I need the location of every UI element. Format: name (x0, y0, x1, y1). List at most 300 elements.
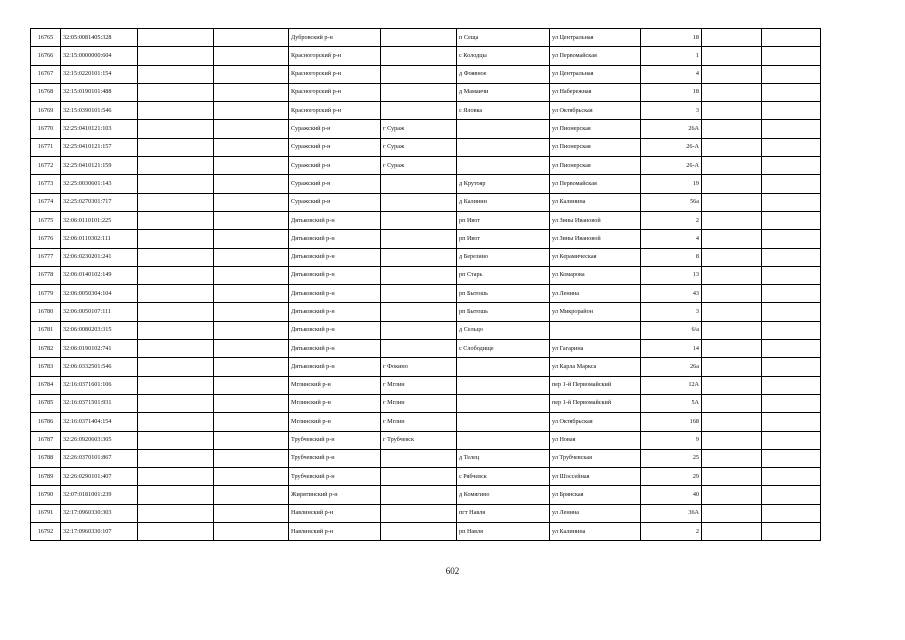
district-cell: Трубчевский р-н (289, 449, 381, 467)
house-number-cell: 2 (641, 211, 702, 229)
record-number-cell: 16789 (31, 468, 61, 486)
empty-cell (214, 504, 289, 522)
house-number-cell: 3 (641, 303, 702, 321)
record-number-cell: 16778 (31, 266, 61, 284)
house-number-cell: 25 (641, 449, 702, 467)
record-number-cell: 16776 (31, 230, 61, 248)
record-number-cell: 16785 (31, 394, 61, 412)
street-cell: ул Ленина (550, 504, 641, 522)
empty-cell (702, 29, 762, 47)
district-cell: Навлинский р-н (289, 504, 381, 522)
empty-cell (214, 211, 289, 229)
table-row (31, 120, 821, 138)
street-cell: ул Гагарина (550, 340, 641, 358)
record-number-cell: 16772 (31, 157, 61, 175)
house-number-cell: 56а (641, 193, 702, 211)
cadastral-number-cell: 32:06:0110101:225 (61, 211, 138, 229)
table-body (31, 29, 821, 541)
record-number-cell: 16770 (31, 120, 61, 138)
table-row (31, 449, 821, 467)
empty-cell (138, 211, 214, 229)
street-cell (550, 321, 641, 339)
record-number-cell: 16783 (31, 358, 61, 376)
empty-cell (138, 303, 214, 321)
district-cell: Жирятинский р-н (289, 486, 381, 504)
empty-cell (138, 248, 214, 266)
empty-cell (138, 413, 214, 431)
house-number-cell: 1 (641, 47, 702, 65)
cadastral-number-cell: 32:17:0960330:303 (61, 504, 138, 522)
empty-cell (214, 47, 289, 65)
table-row (31, 138, 821, 156)
settlement-cell: с Колодцы (457, 47, 550, 65)
cadastral-number-cell: 32:15:0220101:154 (61, 65, 138, 83)
empty-cell (138, 523, 214, 541)
town-cell (381, 504, 457, 522)
cadastral-number-cell: 32:15:0190101:488 (61, 83, 138, 101)
district-cell: Дятьковский р-н (289, 321, 381, 339)
record-number-cell: 16780 (31, 303, 61, 321)
empty-cell (762, 340, 821, 358)
empty-cell (138, 376, 214, 394)
settlement-cell: п Сеща (457, 29, 550, 47)
town-cell (381, 321, 457, 339)
empty-cell (214, 468, 289, 486)
settlement-cell (457, 138, 550, 156)
town-cell: г Сураж (381, 138, 457, 156)
empty-cell (138, 193, 214, 211)
empty-cell (138, 285, 214, 303)
cadastral-number-cell: 32:25:0410121:159 (61, 157, 138, 175)
table-row (31, 29, 821, 47)
empty-cell (214, 120, 289, 138)
empty-cell (214, 102, 289, 120)
empty-cell (214, 413, 289, 431)
district-cell: Дятьковский р-н (289, 266, 381, 284)
cadastral-number-cell: 32:26:0920603:305 (61, 431, 138, 449)
empty-cell (702, 175, 762, 193)
table-row (31, 47, 821, 65)
district-cell: Трубчевский р-н (289, 431, 381, 449)
empty-cell (214, 65, 289, 83)
empty-cell (138, 431, 214, 449)
empty-cell (138, 65, 214, 83)
record-number-cell: 16769 (31, 102, 61, 120)
empty-cell (702, 102, 762, 120)
settlement-cell (457, 431, 550, 449)
empty-cell (702, 358, 762, 376)
town-cell (381, 65, 457, 83)
street-cell: ул Калинина (550, 523, 641, 541)
table-row (31, 468, 821, 486)
empty-cell (702, 321, 762, 339)
settlement-cell: рп Ивот (457, 211, 550, 229)
settlement-cell: пгт Навля (457, 504, 550, 522)
street-cell: ул Первомайская (550, 47, 641, 65)
house-number-cell: 6/а (641, 321, 702, 339)
house-number-cell: 18 (641, 29, 702, 47)
house-number-cell: 12А (641, 376, 702, 394)
empty-cell (702, 285, 762, 303)
empty-cell (138, 449, 214, 467)
table-row (31, 266, 821, 284)
empty-cell (702, 486, 762, 504)
settlement-cell: д Березино (457, 248, 550, 266)
settlement-cell: с Рябчевск (457, 468, 550, 486)
empty-cell (214, 449, 289, 467)
house-number-cell: 18 (641, 83, 702, 101)
table-row (31, 193, 821, 211)
empty-cell (762, 303, 821, 321)
empty-cell (214, 138, 289, 156)
town-cell (381, 340, 457, 358)
table-row (31, 230, 821, 248)
district-cell: Дятьковский р-н (289, 285, 381, 303)
settlement-cell (457, 358, 550, 376)
empty-cell (762, 248, 821, 266)
table-row (31, 65, 821, 83)
street-cell: пер 1-й Первомайский (550, 394, 641, 412)
street-cell: ул Керамическая (550, 248, 641, 266)
table-row (31, 303, 821, 321)
settlement-cell: рп Старь (457, 266, 550, 284)
property-register-table (30, 28, 821, 541)
page-number: 602 (445, 566, 460, 576)
empty-cell (214, 340, 289, 358)
house-number-cell: 14 (641, 340, 702, 358)
empty-cell (214, 431, 289, 449)
empty-cell (762, 83, 821, 101)
street-cell: ул Пионерская (550, 120, 641, 138)
cadastral-number-cell: 32:07:0181001:239 (61, 486, 138, 504)
cadastral-number-cell: 32:06:0050107:111 (61, 303, 138, 321)
house-number-cell: 4 (641, 230, 702, 248)
settlement-cell: д Калинин (457, 193, 550, 211)
empty-cell (702, 47, 762, 65)
empty-cell (702, 193, 762, 211)
empty-cell (702, 65, 762, 83)
cadastral-number-cell: 32:16:0371501:931 (61, 394, 138, 412)
street-cell: ул Шоссейная (550, 468, 641, 486)
town-cell (381, 285, 457, 303)
street-cell: ул Комарова (550, 266, 641, 284)
house-number-cell: 26а (641, 358, 702, 376)
street-cell: ул Новая (550, 431, 641, 449)
town-cell (381, 266, 457, 284)
empty-cell (762, 413, 821, 431)
table-row (31, 340, 821, 358)
empty-cell (138, 29, 214, 47)
empty-cell (762, 211, 821, 229)
cadastral-number-cell: 32:16:0371601:106 (61, 376, 138, 394)
record-number-cell: 16766 (31, 47, 61, 65)
house-number-cell: 40 (641, 486, 702, 504)
record-number-cell: 16771 (31, 138, 61, 156)
empty-cell (702, 449, 762, 467)
empty-cell (702, 138, 762, 156)
town-cell (381, 175, 457, 193)
district-cell: Красногорский р-н (289, 65, 381, 83)
empty-cell (138, 230, 214, 248)
empty-cell (138, 394, 214, 412)
empty-cell (762, 449, 821, 467)
town-cell (381, 468, 457, 486)
settlement-cell: с Слободище (457, 340, 550, 358)
town-cell (381, 449, 457, 467)
table-row (31, 358, 821, 376)
district-cell: Суражский р-н (289, 193, 381, 211)
empty-cell (138, 138, 214, 156)
settlement-cell (457, 120, 550, 138)
district-cell: Суражский р-н (289, 138, 381, 156)
record-number-cell: 16768 (31, 83, 61, 101)
empty-cell (762, 47, 821, 65)
empty-cell (214, 394, 289, 412)
district-cell: Дятьковский р-н (289, 211, 381, 229)
table-row (31, 285, 821, 303)
record-number-cell: 16792 (31, 523, 61, 541)
empty-cell (702, 303, 762, 321)
empty-cell (214, 230, 289, 248)
empty-cell (702, 468, 762, 486)
empty-cell (762, 65, 821, 83)
empty-cell (762, 285, 821, 303)
empty-cell (702, 266, 762, 284)
street-cell: ул Центральная (550, 29, 641, 47)
record-number-cell: 16786 (31, 413, 61, 431)
empty-cell (762, 266, 821, 284)
table-row (31, 211, 821, 229)
empty-cell (762, 394, 821, 412)
cadastral-number-cell: 32:06:0140102:149 (61, 266, 138, 284)
empty-cell (214, 157, 289, 175)
street-cell: ул Центральная (550, 65, 641, 83)
empty-cell (762, 321, 821, 339)
record-number-cell: 16791 (31, 504, 61, 522)
district-cell: Суражский р-н (289, 175, 381, 193)
record-number-cell: 16787 (31, 431, 61, 449)
district-cell: Красногорский р-н (289, 83, 381, 101)
district-cell: Дятьковский р-н (289, 340, 381, 358)
table-row (31, 394, 821, 412)
cadastral-number-cell: 32:06:0050304:104 (61, 285, 138, 303)
empty-cell (702, 211, 762, 229)
empty-cell (762, 431, 821, 449)
empty-cell (762, 29, 821, 47)
house-number-cell: 13 (641, 266, 702, 284)
house-number-cell: 8 (641, 248, 702, 266)
settlement-cell: д Крутояр (457, 175, 550, 193)
cadastral-number-cell: 32:06:0080203:315 (61, 321, 138, 339)
street-cell: ул Октябрьская (550, 413, 641, 431)
table-row (31, 102, 821, 120)
cadastral-number-cell: 32:17:0960330:107 (61, 523, 138, 541)
empty-cell (762, 102, 821, 120)
empty-cell (762, 175, 821, 193)
empty-cell (214, 83, 289, 101)
cadastral-number-cell: 32:25:0270301:717 (61, 193, 138, 211)
settlement-cell: рп Ивот (457, 230, 550, 248)
empty-cell (138, 175, 214, 193)
street-cell: ул Карла Маркса (550, 358, 641, 376)
district-cell: Мглинский р-н (289, 394, 381, 412)
table-row (31, 376, 821, 394)
settlement-cell: с Яловка (457, 102, 550, 120)
record-number-cell: 16775 (31, 211, 61, 229)
empty-cell (702, 523, 762, 541)
table-row (31, 431, 821, 449)
town-cell: г Мглин (381, 394, 457, 412)
empty-cell (702, 394, 762, 412)
district-cell: Трубчевский р-н (289, 468, 381, 486)
empty-cell (214, 266, 289, 284)
house-number-cell: 168 (641, 413, 702, 431)
empty-cell (702, 230, 762, 248)
empty-cell (702, 120, 762, 138)
street-cell: ул Зины Ивановой (550, 230, 641, 248)
cadastral-number-cell: 32:16:0371404:154 (61, 413, 138, 431)
district-cell: Мглинский р-н (289, 376, 381, 394)
table-row (31, 157, 821, 175)
record-number-cell: 16781 (31, 321, 61, 339)
empty-cell (214, 285, 289, 303)
empty-cell (138, 102, 214, 120)
table-row (31, 83, 821, 101)
town-cell (381, 303, 457, 321)
house-number-cell: 9 (641, 431, 702, 449)
cadastral-number-cell: 32:25:0030601:143 (61, 175, 138, 193)
empty-cell (214, 486, 289, 504)
empty-cell (138, 486, 214, 504)
empty-cell (762, 230, 821, 248)
cadastral-number-cell: 32:26:0290101:407 (61, 468, 138, 486)
empty-cell (762, 138, 821, 156)
empty-cell (702, 431, 762, 449)
empty-cell (702, 376, 762, 394)
record-number-cell: 16782 (31, 340, 61, 358)
town-cell: г Мглин (381, 413, 457, 431)
empty-cell (702, 157, 762, 175)
empty-cell (762, 468, 821, 486)
town-cell: г Фокино (381, 358, 457, 376)
empty-cell (138, 340, 214, 358)
town-cell: г Мглин (381, 376, 457, 394)
empty-cell (138, 504, 214, 522)
empty-cell (214, 29, 289, 47)
cadastral-number-cell: 32:06:0190102:741 (61, 340, 138, 358)
settlement-cell (457, 376, 550, 394)
district-cell: Дубровский р-н (289, 29, 381, 47)
record-number-cell: 16779 (31, 285, 61, 303)
record-number-cell: 16767 (31, 65, 61, 83)
empty-cell (762, 486, 821, 504)
street-cell: ул Микрорайон (550, 303, 641, 321)
empty-cell (138, 157, 214, 175)
district-cell: Суражский р-н (289, 157, 381, 175)
cadastral-number-cell: 32:05:0081405:328 (61, 29, 138, 47)
town-cell (381, 47, 457, 65)
town-cell (381, 102, 457, 120)
house-number-cell: 2 (641, 523, 702, 541)
street-cell: ул Пионерская (550, 157, 641, 175)
record-number-cell: 16773 (31, 175, 61, 193)
empty-cell (762, 523, 821, 541)
settlement-cell (457, 413, 550, 431)
empty-cell (762, 193, 821, 211)
house-number-cell: 29 (641, 468, 702, 486)
record-number-cell: 16765 (31, 29, 61, 47)
district-cell: Красногорский р-н (289, 47, 381, 65)
table-row (31, 486, 821, 504)
town-cell: г Сураж (381, 120, 457, 138)
empty-cell (214, 193, 289, 211)
settlement-cell: д Фоявное (457, 65, 550, 83)
house-number-cell: 43 (641, 285, 702, 303)
cadastral-number-cell: 32:26:0370101:867 (61, 449, 138, 467)
street-cell: ул Набережная (550, 83, 641, 101)
settlement-cell: рп Навля (457, 523, 550, 541)
empty-cell (214, 321, 289, 339)
street-cell: ул Трубчевская (550, 449, 641, 467)
empty-cell (138, 358, 214, 376)
record-number-cell: 16790 (31, 486, 61, 504)
house-number-cell: 4 (641, 65, 702, 83)
town-cell: г Трубчевск (381, 431, 457, 449)
record-number-cell: 16788 (31, 449, 61, 467)
town-cell (381, 230, 457, 248)
empty-cell (138, 321, 214, 339)
house-number-cell: 26-А (641, 138, 702, 156)
street-cell: ул Первомайская (550, 175, 641, 193)
cadastral-number-cell: 32:15:0390101:546 (61, 102, 138, 120)
house-number-cell: 26-А (641, 157, 702, 175)
district-cell: Навлинский р-н (289, 523, 381, 541)
table-row (31, 248, 821, 266)
house-number-cell: 36А (641, 504, 702, 522)
town-cell (381, 248, 457, 266)
street-cell: ул Брянская (550, 486, 641, 504)
record-number-cell: 16784 (31, 376, 61, 394)
empty-cell (214, 175, 289, 193)
street-cell: ул Октябрьская (550, 102, 641, 120)
record-number-cell: 16774 (31, 193, 61, 211)
settlement-cell: рп Бытошь (457, 303, 550, 321)
cadastral-number-cell: 32:06:0230201:241 (61, 248, 138, 266)
empty-cell (762, 120, 821, 138)
empty-cell (702, 504, 762, 522)
cadastral-number-cell: 32:25:0410121:103 (61, 120, 138, 138)
street-cell: ул Калинина (550, 193, 641, 211)
table-row (31, 504, 821, 522)
table-row (31, 413, 821, 431)
settlement-cell: д Комягино (457, 486, 550, 504)
street-cell: пер 1-й Первомайский (550, 376, 641, 394)
table-row (31, 175, 821, 193)
cadastral-number-cell: 32:06:0110302:111 (61, 230, 138, 248)
street-cell: ул Зины Ивановой (550, 211, 641, 229)
town-cell: г Сураж (381, 157, 457, 175)
district-cell: Дятьковский р-н (289, 248, 381, 266)
settlement-cell: рп Бытошь (457, 285, 550, 303)
district-cell: Красногорский р-н (289, 102, 381, 120)
settlement-cell (457, 394, 550, 412)
empty-cell (138, 266, 214, 284)
empty-cell (762, 376, 821, 394)
empty-cell (214, 523, 289, 541)
empty-cell (138, 468, 214, 486)
empty-cell (214, 376, 289, 394)
empty-cell (762, 504, 821, 522)
